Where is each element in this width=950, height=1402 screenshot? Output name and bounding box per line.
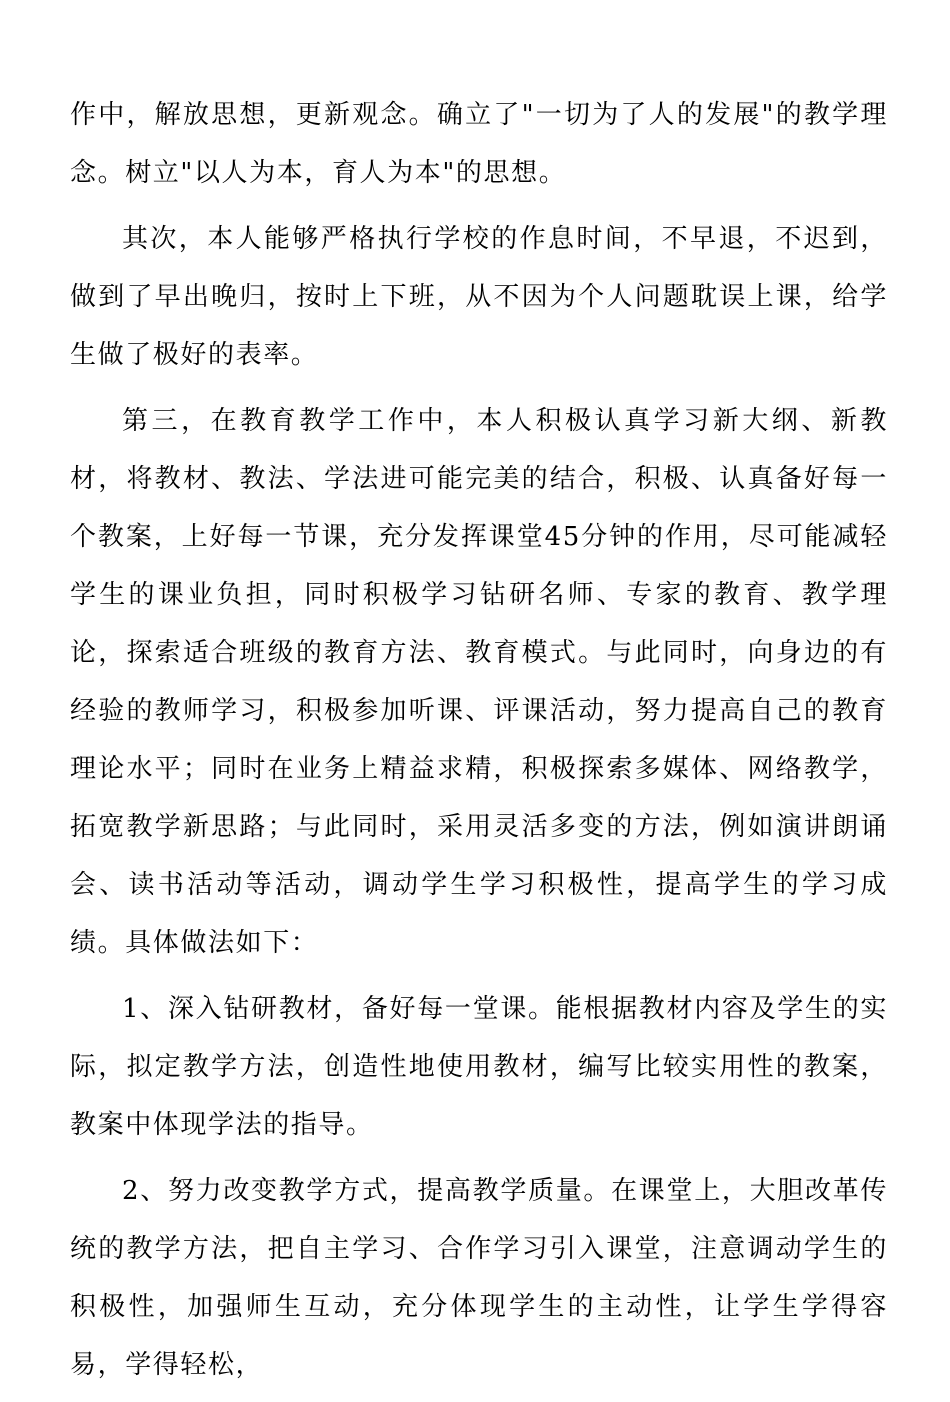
document-body: [70, 86, 888, 1402]
paragraph-item-2: 2、努力改变教学方式，提高教学质量。在课堂上，大胆改革传统的教学方法，把自主学习、合作学习引入课堂，注意调动学生的积极性，加强师生互动，充分体现学生的主动性，让学生学得容易，学得轻松，: [70, 1176, 888, 1380]
paragraph-continuation: 作中，解放思想，更新观念。确立了"一切为了人的发展"的教学理念。树立"以人为本，育人为本"的思想。: [70, 100, 888, 188]
paragraph-teaching-work: 第三，在教育教学工作中，本人积极认真学习新大纲、新教材，将教材、教法、学法进可能完美的结合，积极、认真备好每一个教案，上好每一节课，充分发挥课堂45分钟的作用，尽可能减轻学生的课业负担，同时积极学习钻研名师、专家的教育、教学理论，探索适合班级的教育方法、教育模式。与此同时，向身边的有经验的教师学习，积极参加听课、评课活动，努力提高自己的教育理论水平；同时在业务上精益求精，积极探索多媒体、网络教学，拓宽教学新思路；与此同时，采用灵活多变的方法，例如演讲朗诵会、读书活动等活动，调动学生学习积极性，提高学生的学习成绩。具体做法如下：: [70, 406, 888, 958]
paragraph-item-1: 1、深入钻研教材，备好每一堂课。能根据教材内容及学生的实际，拟定教学方法，创造性地使用教材，编写比较实用性的教案，教案中体现学法的指导。: [70, 994, 888, 1140]
paragraph-punctuality: 其次，本人能够严格执行学校的作息时间，不早退，不迟到，做到了早出晚归，按时上下班，从不因为个人问题耽误上课，给学生做了极好的表率。: [70, 224, 888, 370]
